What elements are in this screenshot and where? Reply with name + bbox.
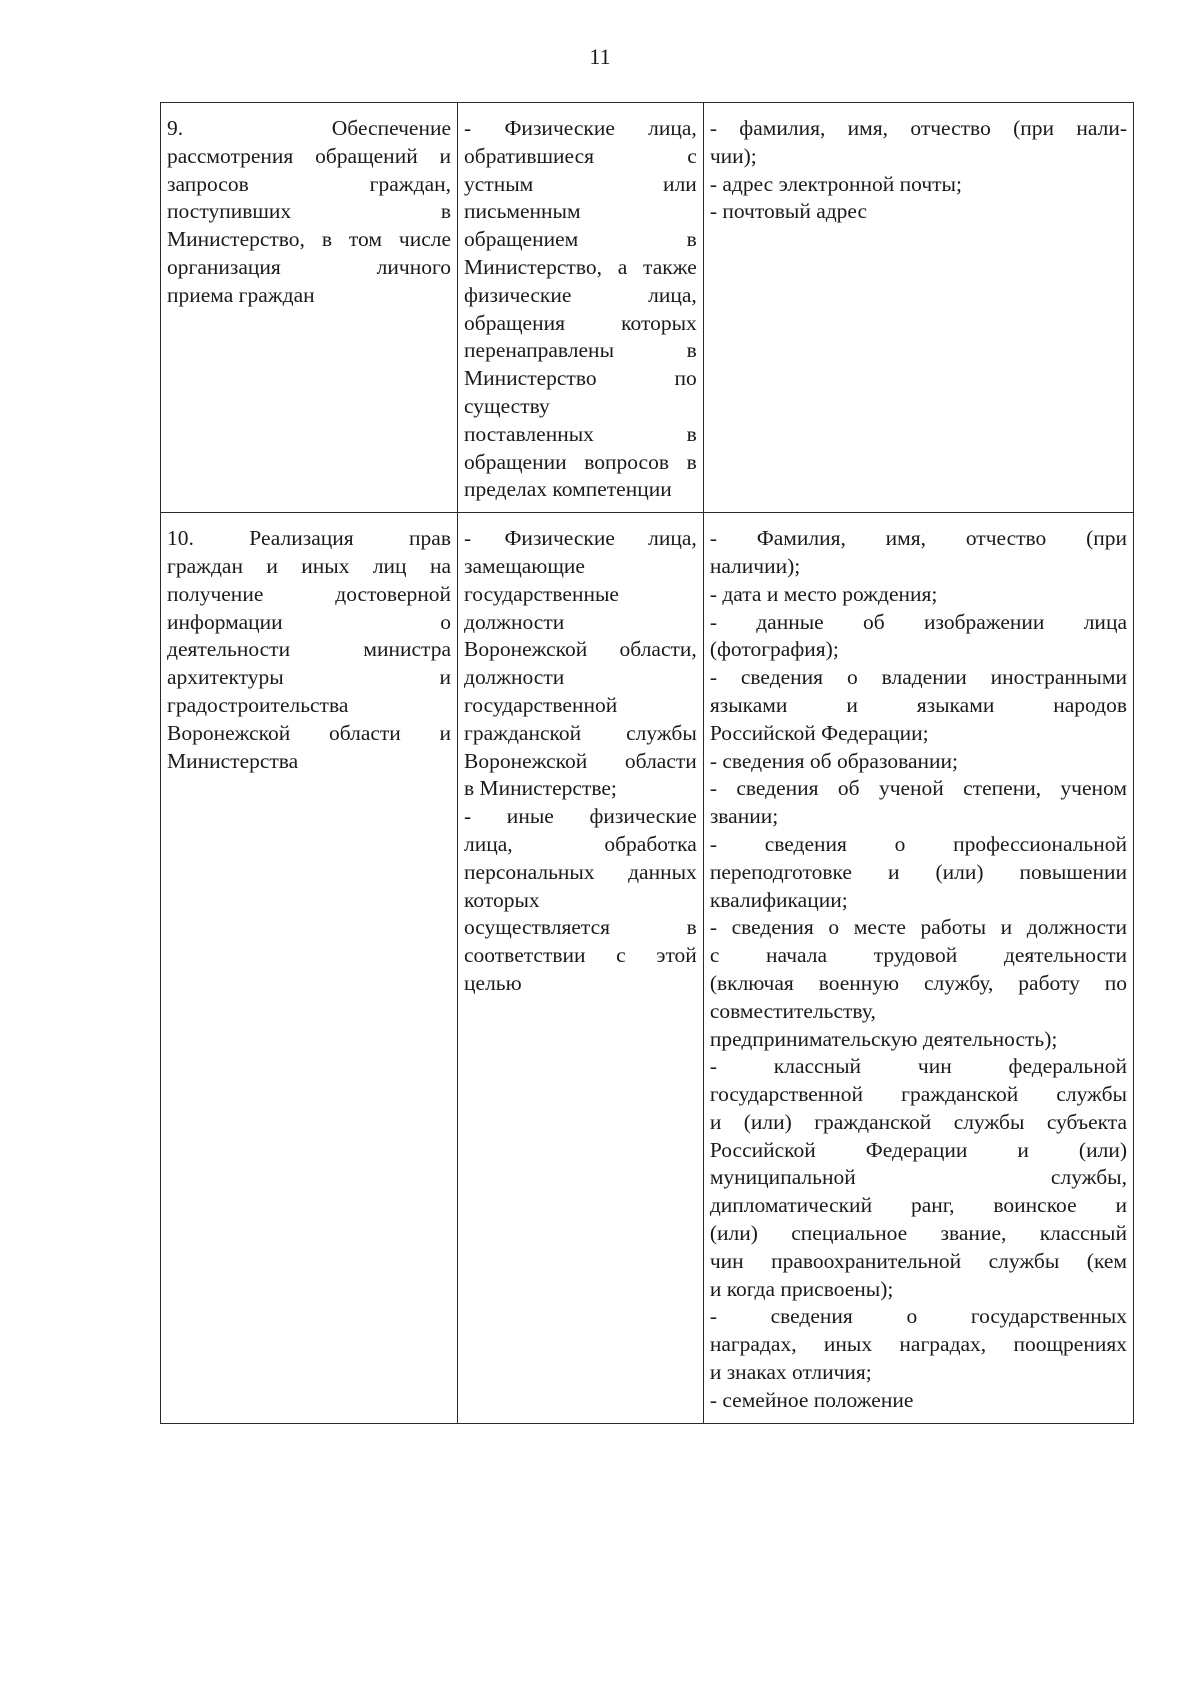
cell-line: поступивших в — [167, 199, 452, 224]
cell-line: Министерство, а также — [464, 254, 697, 279]
cell-line: 9. Обеспечение — [167, 116, 452, 140]
cell-line: - сведения о владении иностранными — [709, 665, 1127, 690]
cell-line: обращением в — [464, 227, 697, 252]
cell-line: лица, обработка — [464, 831, 697, 856]
cell-line: - адрес электронной почты; — [709, 171, 962, 196]
data-categories-cell — [703, 103, 1133, 513]
cell-line: граждан и иных лиц на — [167, 553, 452, 578]
cell-line: - Физические лица, — [464, 526, 697, 551]
cell-line: поставленных в — [464, 421, 697, 446]
cell-line: Российской Федерации и (или) — [709, 1137, 1127, 1162]
cell-line: перенаправлены в — [464, 338, 697, 363]
cell-line: Воронежской области — [464, 748, 697, 773]
cell-line: наличии); — [709, 553, 801, 578]
subjects-cell — [458, 103, 704, 513]
cell-line: Министерство по — [464, 366, 697, 391]
cell-line: (или) специальное звание, классный — [709, 1221, 1127, 1246]
cell-line: наградах, иных наградах, поощрениях — [709, 1332, 1127, 1357]
cell-line: - сведения о месте работы и должности — [709, 915, 1127, 940]
cell-line: и (или) гражданской службы субъекта — [709, 1109, 1127, 1134]
cell-line: организация личного — [167, 254, 452, 279]
cell-line: совместительству, — [709, 998, 876, 1023]
cell-line: переподготовке и (или) повышении — [709, 859, 1127, 884]
cell-line: Российской Федерации; — [709, 720, 929, 745]
cell-line: - сведения об образовании; — [709, 748, 958, 773]
cell-line: персональных данных — [464, 859, 697, 884]
cell-line: информации о — [167, 609, 452, 634]
cell-line: - семейное положение — [709, 1387, 914, 1412]
cell-line: замещающие — [464, 553, 585, 578]
cell-line: 10. Реализация прав — [167, 526, 452, 551]
cell-line: осуществляется в — [464, 915, 697, 940]
cell-line: языками и языками народов — [709, 692, 1127, 717]
cell-line: - иные физические — [464, 804, 697, 829]
cell-line: (фотография); — [709, 637, 839, 662]
purpose-cell — [161, 513, 458, 1424]
cell-line: муниципальной службы, — [709, 1165, 1127, 1190]
cell-line: гражданской службы — [464, 720, 697, 745]
cell-line: пределах компетенции — [464, 477, 672, 502]
cell-line: обратившиеся с — [464, 143, 697, 168]
table-row — [161, 103, 1134, 513]
data-categories-cell — [703, 513, 1133, 1424]
cell-line: устным или — [464, 171, 697, 196]
cell-line: получение достоверной — [167, 581, 452, 606]
cell-line: - данные об изображении лица — [709, 609, 1127, 634]
personal-data-table — [160, 102, 1134, 1424]
cell-line: обращения которых — [464, 310, 697, 335]
cell-line: должности — [464, 609, 565, 634]
cell-line: деятельности министра — [167, 637, 452, 662]
cell-line: дипломатический ранг, воинское и — [709, 1193, 1127, 1218]
cell-line: (включая военную службу, работу по — [709, 970, 1127, 995]
cell-line: - сведения об ученой степени, ученом — [709, 776, 1127, 801]
cell-line: звании; — [709, 804, 779, 829]
cell-line: государственной — [464, 692, 618, 717]
cell-line: чии); — [709, 143, 757, 168]
cell-line: Министерство, в том числе — [167, 227, 452, 252]
cell-line: рассмотрения обращений и — [167, 143, 452, 168]
page-number: 11 — [589, 44, 611, 69]
cell-line: и знаках отличия; — [709, 1360, 872, 1385]
cell-line: Воронежской области, — [464, 637, 697, 662]
cell-line: с начала трудовой деятельности — [709, 943, 1127, 968]
cell-line: квалификации; — [709, 887, 848, 912]
cell-line: - дата и место рождения; — [709, 581, 938, 606]
cell-line: - сведения о государственных — [709, 1304, 1127, 1329]
cell-line: Министерства — [167, 748, 299, 773]
cell-line: предпринимательскую деятельность); — [709, 1026, 1058, 1051]
cell-line: соответствии с этой — [464, 943, 697, 968]
cell-line: - Физические лица, — [464, 116, 697, 140]
cell-line: и когда присвоены); — [709, 1276, 894, 1301]
cell-line: - почтовый адрес — [709, 199, 868, 224]
cell-line: - классный чин федеральной — [709, 1054, 1127, 1079]
cell-line: - фамилия, имя, отчество (при нали- — [709, 116, 1127, 140]
cell-line: запросов граждан, — [167, 171, 452, 196]
cell-line: градостроительства — [167, 692, 349, 717]
cell-line: существу — [464, 393, 550, 418]
purpose-cell — [161, 103, 458, 513]
cell-line: физические лица, — [464, 282, 697, 307]
cell-line: - Фамилия, имя, отчество (при — [709, 526, 1127, 551]
cell-line: - сведения о профессиональной — [709, 831, 1127, 856]
cell-line: целью — [464, 970, 522, 995]
cell-line: чин правоохранительной службы (кем — [709, 1248, 1127, 1273]
cell-line: обращении вопросов в — [464, 449, 697, 474]
cell-line: архитектуры и — [167, 665, 452, 690]
cell-line: Воронежской области и — [167, 720, 452, 745]
cell-line: в Министерстве; — [464, 776, 617, 801]
cell-line: государственные — [464, 581, 619, 606]
cell-line: должности — [464, 665, 565, 690]
cell-line: приема граждан — [167, 282, 315, 307]
cell-line: которых — [464, 887, 540, 912]
subjects-cell — [458, 513, 704, 1424]
table-row — [161, 513, 1134, 1424]
cell-line: государственной гражданской службы — [709, 1082, 1127, 1107]
cell-line: письменным — [464, 199, 581, 224]
